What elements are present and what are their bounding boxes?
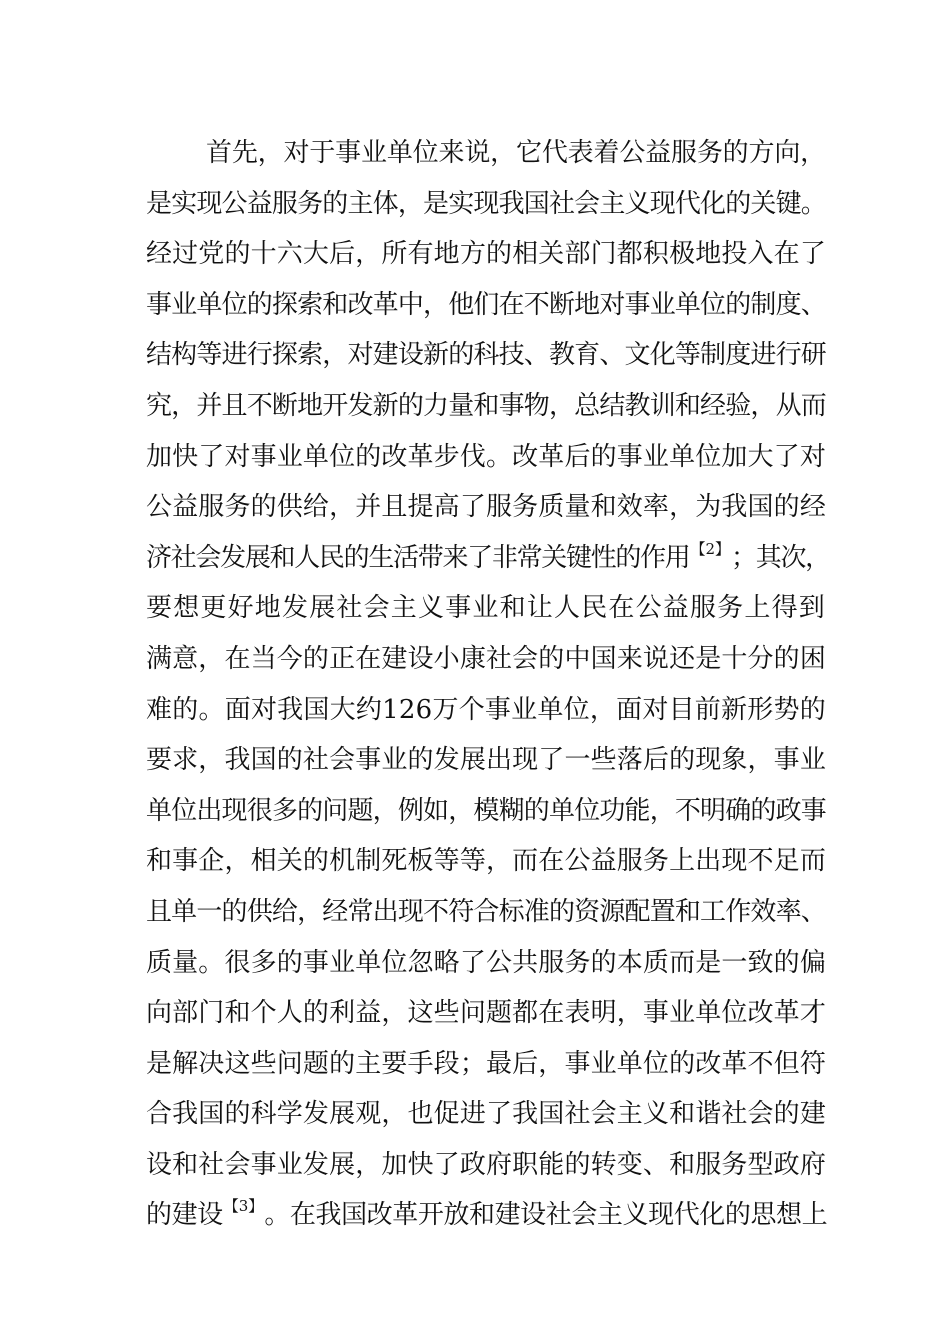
body-paragraph: [146, 128, 830, 1241]
text-line-19: 是解决这些问题的主要手段；最后，事业单位的改革不但符: [146, 1048, 826, 1079]
text-line-7: 加快了对事业单位的改革步伐。改革后的事业单位加大了对: [146, 441, 826, 472]
text-line-14: 单位出现很多的问题，例如，模糊的单位功能，不明确的政事: [146, 795, 826, 826]
text-line-11: 满意，在当今的正在建设小康社会的中国来说还是十分的困: [146, 643, 826, 674]
text-line-10: 要想更好地发展社会主义事业和让人民在公益服务上得到: [146, 593, 826, 624]
text-segment: 济社会发展和人民的生活带来了非常关键性的作用: [146, 542, 690, 573]
text-segment: 。在我国改革开放和建设社会主义现代化的思想上: [264, 1200, 828, 1231]
citation-ref-2: 【2】: [690, 539, 731, 558]
text-segment: ；其次，: [731, 542, 830, 573]
text-line-3: 经过党的十六大后，所有地方的相关部门都积极地投入在了: [146, 239, 826, 270]
text-line-1: 首先，对于事业单位来说，它代表着公益服务的方向，: [206, 138, 826, 168]
text-line-9: [146, 533, 830, 584]
text-line-6: 究，并且不断地开发新的力量和事物，总结教训和经验，从而: [146, 390, 826, 421]
text-line-12: 难的。面对我国大约126万个事业单位，面对目前新形势的: [146, 694, 826, 725]
text-line-5: 结构等进行探索，对建设新的科技、教育、文化等制度进行研: [146, 340, 826, 371]
text-line-13: 要求，我国的社会事业的发展出现了一些落后的现象，事业: [146, 745, 826, 776]
text-line-15: 和事企，相关的机制死板等等，而在公益服务上出现不足而: [146, 846, 826, 877]
text-line-2: 是实现公益服务的主体，是实现我国社会主义现代化的关键。: [146, 188, 826, 219]
citation-ref-3: 【3】: [223, 1197, 264, 1216]
text-line-17: 质量。很多的事业单位忽略了公共服务的本质而是一致的偏: [146, 947, 826, 978]
text-line-18: 向部门和个人的利益，这些问题都在表明，事业单位改革才: [146, 998, 826, 1029]
text-line-22: [146, 1190, 826, 1241]
text-line-4: 事业单位的探索和改革中，他们在不断地对事业单位的制度、: [146, 289, 826, 320]
text-line-8: 公益服务的供给，并且提高了服务质量和效率，为我国的经: [146, 492, 826, 523]
text-line-20: 合我国的科学发展观，也促进了我国社会主义和谐社会的建: [146, 1099, 826, 1130]
text-segment: 的建设: [146, 1200, 223, 1231]
text-line-21: 设和社会事业发展，加快了政府职能的转变、和服务型政府: [146, 1149, 826, 1180]
text-line-16: 且单一的供给，经常出现不符合标准的资源配置和工作效率、: [146, 896, 826, 927]
